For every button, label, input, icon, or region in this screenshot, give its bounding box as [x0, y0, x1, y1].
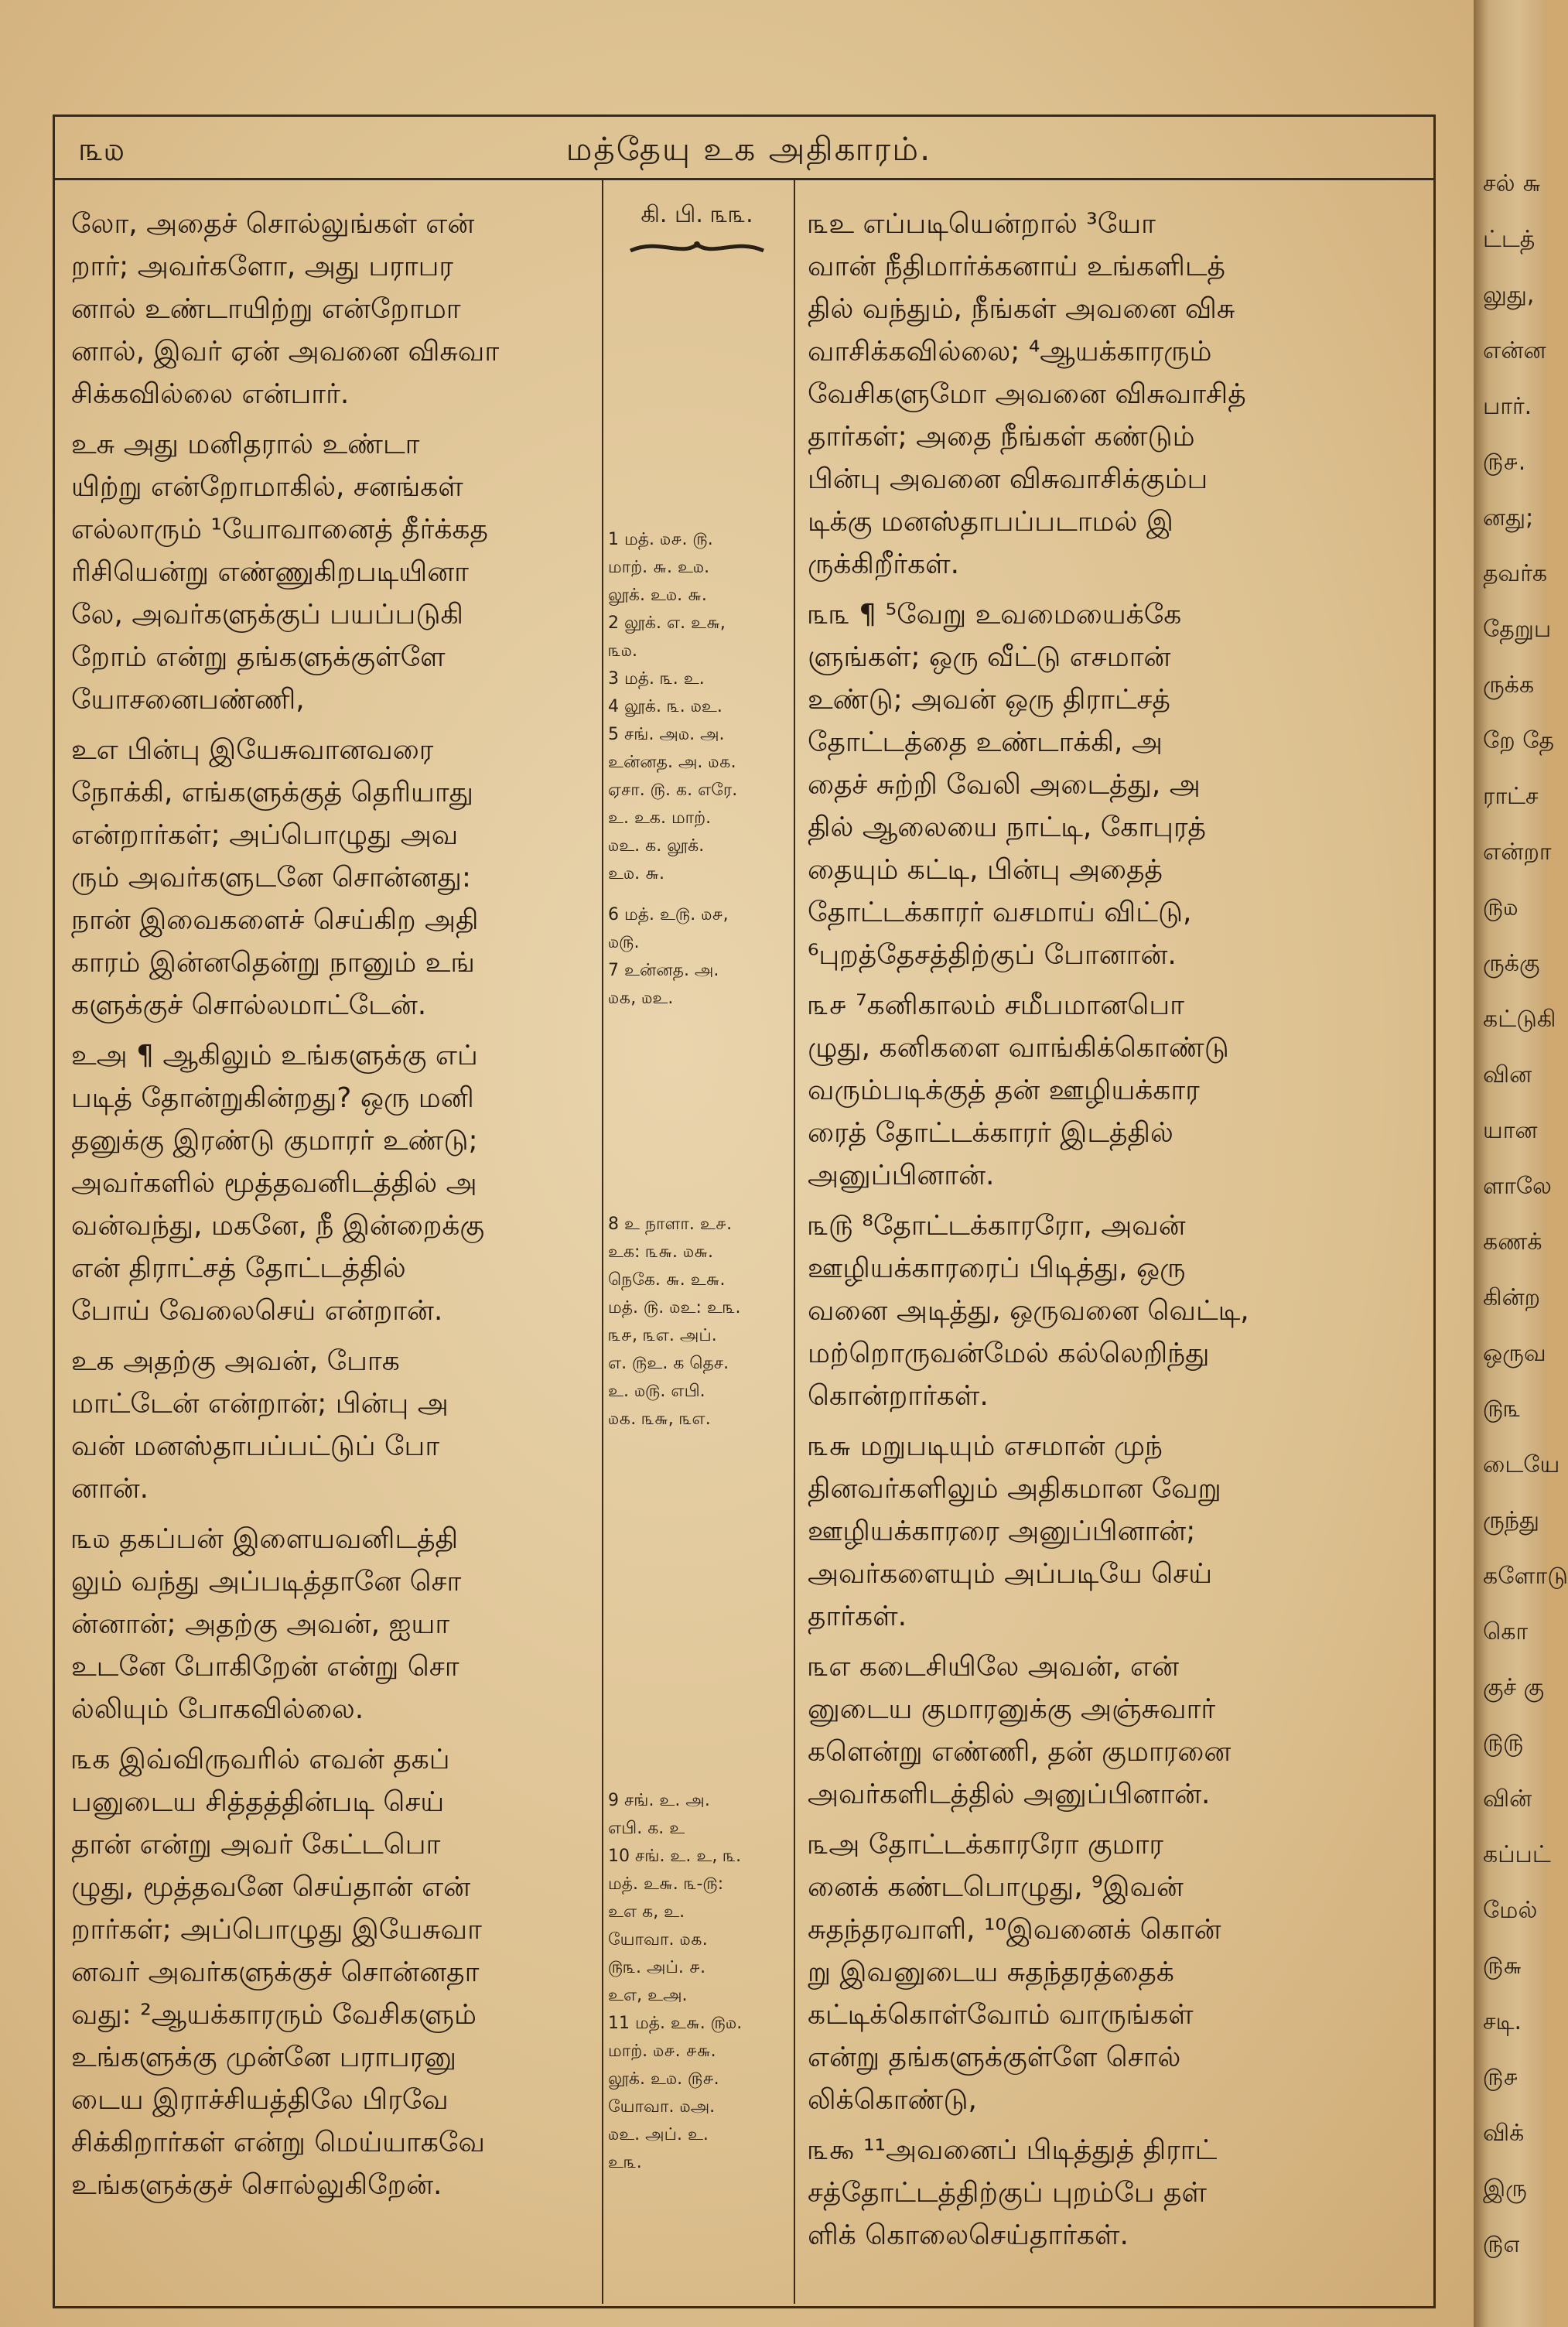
text-line: ⁶புறத்தேசத்திற்குப் போனான்.	[808, 939, 1177, 971]
adjacent-page-fragment: ௫௩	[1483, 1396, 1522, 1423]
text-line: லே, அவர்களுக்குப் பயப்படுகி	[71, 599, 463, 630]
cross-reference: உஎ க, உ.	[608, 1902, 685, 1922]
text-line: ளுங்கள்; ஒரு வீட்டு எசமான்	[808, 641, 1171, 673]
text-line: களென்று எண்ணி, தன் குமாரனை	[808, 1736, 1232, 1768]
text-line: வேசிகளுமோ அவனை விசுவாசித்	[808, 378, 1246, 410]
margin-date-heading: கி. பி. ௩௩.	[641, 201, 753, 228]
adjacent-page-fragment: மேல்	[1483, 1897, 1538, 1924]
cross-reference: மத். ௫. ௰உ: உ௩.	[608, 1298, 741, 1317]
right-text-column	[808, 203, 1341, 2264]
adjacent-page-fragment: கணக்	[1483, 1228, 1542, 1256]
text-line: வது: ²ஆயக்காரரும் வேசிகளும்	[71, 1999, 477, 2031]
text-line: அனுப்பினான்.	[808, 1160, 995, 1191]
cross-reference: ௩௰.	[608, 641, 637, 661]
text-line: மாட்டேன் என்றான்; பின்பு அ	[71, 1388, 449, 1420]
text-line: ௩௬ மறுபடியும் எசமான் முந்	[808, 1430, 1163, 1462]
text-line: சிக்கவில்லை என்பார்.	[71, 378, 350, 410]
text-line: தார்கள்.	[808, 1601, 907, 1632]
text-line: கட்டிக்கொள்வோம் வாருங்கள்	[808, 1999, 1194, 2031]
text-line: ௩௩ ¶ ⁵வேறு உவமையைக்கே	[808, 599, 1182, 630]
adjacent-page-fragment: விக்	[1483, 2120, 1525, 2147]
text-line: என்று தங்களுக்குள்ளே சொல்	[808, 2042, 1181, 2073]
adjacent-page-fragment: சடி.	[1483, 2008, 1522, 2035]
text-line: எல்லாரும் ¹யோவானைத் தீர்க்கத	[71, 514, 488, 545]
text-line: தில் ஆலையை நாட்டி, கோபுரத்	[808, 812, 1207, 843]
text-line: சிக்கிறார்கள் என்று மெய்யாகவே	[71, 2127, 485, 2158]
cross-reference: ௩௪, ௩எ. அப்.	[608, 1326, 717, 1345]
text-line: வன்வந்து, மகனே, நீ இன்றைக்கு	[71, 1210, 485, 1242]
adjacent-page-fragment: ௫௰	[1483, 894, 1518, 921]
text-line: ௩௰ தகப்பன் இளையவனிடத்தி	[71, 1523, 459, 1555]
text-line: களுக்குச் சொல்லமாட்டேன்.	[71, 989, 427, 1021]
text-line: உஅ ¶ ஆகிலும் உங்களுக்கு எப்	[71, 1040, 478, 1071]
text-line: டைய இராச்சியத்திலே பிரவே	[71, 2084, 449, 2116]
cross-reference: 2 லூக். எ. உ௬,	[608, 613, 726, 633]
cross-reference: உ௩.	[608, 2153, 642, 2172]
text-line: அவர்களையும் அப்படியே செய்	[808, 1558, 1213, 1590]
verse-paragraph	[808, 2129, 1341, 2257]
cross-reference: ௰௧, ௰உ.	[608, 989, 674, 1008]
adjacent-page-fragment: வின்	[1483, 1785, 1532, 1813]
text-line: ல்லியும் போகவில்லை.	[71, 1693, 364, 1725]
text-line: படித் தோன்றுகின்றது? ஒரு மனி	[71, 1082, 474, 1114]
adjacent-page-fragment: றே தே	[1483, 727, 1555, 754]
verse-paragraph	[808, 984, 1341, 1197]
adjacent-page-fragment: லுது,	[1483, 282, 1535, 309]
text-line: னால் உண்டாயிற்று என்றோமா	[71, 293, 461, 325]
text-line: தோட்டக்காரர் வசமாய் விட்டு,	[808, 897, 1192, 928]
text-line: னைக் கண்டபொழுது, ⁹இவன்	[808, 1871, 1184, 1903]
adjacent-page-fragment: னது;	[1483, 504, 1534, 531]
verse-paragraph	[808, 1425, 1341, 1638]
text-line: உசு அது மனிதரால் உண்டா	[71, 429, 420, 460]
text-line: ௩க இவ்விருவரில் எவன் தகப்	[71, 1744, 450, 1775]
cross-reference: உஎ, உஅ.	[608, 1986, 688, 2005]
cross-reference: எபி. க. உ	[608, 1819, 685, 1838]
text-line: வாசிக்கவில்லை; ⁴ஆயக்காரரும்	[808, 336, 1212, 367]
text-line: அவர்களில் மூத்தவனிடத்தில் அ	[71, 1167, 477, 1199]
adjacent-page-edge	[1474, 0, 1568, 2327]
text-line: காரம் இன்னதென்று நானும் உங்	[71, 947, 475, 979]
adjacent-page-fragment: சல் ௬	[1483, 170, 1542, 197]
text-line: உக அதற்கு அவன், போக	[71, 1345, 400, 1377]
cross-reference: யோவா. ௰அ.	[608, 2097, 716, 2117]
page-title: மத்தேயு உக அதிகாரம்.	[565, 130, 932, 168]
text-line: அவர்களிடத்தில் அனுப்பினான்.	[808, 1779, 1211, 1810]
cross-reference: உ. உக. மாற்.	[608, 808, 712, 828]
text-line: ஊழியக்காரரைப் பிடித்து, ஒரு	[808, 1252, 1186, 1284]
text-line: லும் வந்து அப்படித்தானே சொ	[71, 1566, 462, 1597]
running-header	[53, 116, 1433, 180]
adjacent-page-fragment: டையே	[1483, 1451, 1560, 1478]
verse-paragraph	[808, 593, 1341, 976]
verse-paragraph	[808, 1645, 1341, 1816]
adjacent-page-fragment: ஒருவ	[1483, 1340, 1546, 1367]
adjacent-page-fragment: ௫௭	[1483, 2231, 1521, 2258]
adjacent-page-fragment: யான	[1483, 1117, 1538, 1144]
text-line: ரைத் தோட்டக்காரர் இடத்தில்	[808, 1117, 1173, 1149]
flourish-ornament	[627, 234, 767, 260]
cross-reference: 4 லூக். ௩. ௰உ.	[608, 697, 723, 716]
adjacent-page-fragment: கப்பட்	[1483, 1841, 1551, 1868]
verse-paragraph	[71, 1518, 588, 1731]
text-line: னால், இவர் ஏன் அவனை விசுவா	[71, 336, 500, 367]
text-line: யோசனைபண்ணி,	[71, 684, 305, 716]
text-line: னுடைய குமாரனுக்கு அஞ்சுவார்	[808, 1693, 1216, 1725]
cross-reference: உக: ௩௬. ௰௬.	[608, 1242, 713, 1262]
cross-reference: நெகே. ௬. உ௬.	[608, 1270, 726, 1290]
text-line: நோக்கி, எங்களுக்குத் தெரியாது	[71, 777, 473, 808]
text-line: வன் மனஸ்தாபப்பட்டுப் போ	[71, 1430, 440, 1462]
adjacent-page-fragment: கட்டுகி	[1483, 1006, 1556, 1033]
text-line: உங்களுக்கு முன்னே பராபரனு	[71, 2042, 457, 2073]
cross-reference: 1 மத். ௰௪. ௫.	[608, 530, 713, 549]
text-line: லோ, அதைச் சொல்லுங்கள் என்	[71, 208, 475, 240]
text-line: ௩எ கடைசியிலே அவன், என்	[808, 1651, 1179, 1683]
left-text-column	[71, 203, 588, 2214]
verse-paragraph	[808, 1823, 1341, 2121]
adjacent-page-fragment: வின	[1483, 1061, 1532, 1088]
text-line: றார்; அவர்களோ, அது பராபர	[71, 251, 453, 282]
text-line: தார்கள்; அதை நீங்கள் கண்டும்	[808, 421, 1195, 453]
cross-reference: ௰௧. ௩௬, ௩எ.	[608, 1410, 711, 1429]
text-line: மற்றொருவன்மேல் கல்லெறிந்து	[808, 1338, 1210, 1369]
text-line: தான் என்று அவர் கேட்டபொ	[71, 1829, 441, 1861]
text-line: உஎ பின்பு இயேசுவானவரை	[71, 734, 434, 766]
text-line: னவர் அவர்களுக்குச் சொன்னதா	[71, 1956, 480, 1988]
cross-reference: மத். உ௬. ௩-௫:	[608, 1874, 724, 1894]
adjacent-page-fragment: கொ	[1483, 1618, 1529, 1645]
adjacent-page-fragment: ருக்க	[1483, 671, 1535, 699]
cross-reference: 8 உ நாளா. உ௪.	[608, 1215, 733, 1234]
text-line: றார்கள்; அப்பொழுது இயேசுவா	[71, 1914, 482, 1946]
text-line: ௩௫ ⁸தோட்டக்காரரோ, அவன்	[808, 1210, 1186, 1242]
adjacent-page-fragment: ௫௫	[1483, 1730, 1524, 1757]
cross-reference: உன்னத. அ. ௰௧.	[608, 753, 736, 772]
cross-reference: 3 மத். ௩. உ.	[608, 669, 705, 689]
adjacent-page-fragment: ளாலே	[1483, 1173, 1552, 1200]
text-line: கொன்றார்கள்.	[808, 1380, 989, 1412]
text-line: று இவனுடைய சுதந்தரத்தைக்	[808, 1956, 1174, 1988]
text-line: என் திராட்சத் தோட்டத்தில்	[71, 1252, 406, 1284]
adjacent-page-fragment: தேறுப	[1483, 616, 1552, 643]
text-line: உண்டு; அவன் ஒரு திராட்சத்	[808, 684, 1170, 716]
cross-reference: உ. ௰௫. எபி.	[608, 1382, 705, 1401]
text-line: ௩அ தோட்டக்காரரோ குமார	[808, 1829, 1164, 1861]
cross-reference-column	[608, 201, 786, 2172]
text-line: தோட்டத்தை உண்டாக்கி, அ	[808, 726, 1163, 758]
text-line: ன்னான்; அதற்கு அவன், ஐயா	[71, 1608, 450, 1640]
text-line: ௩உ எப்படியென்றால் ³யோ	[808, 208, 1156, 240]
text-line: சுதந்தரவாளி, ¹⁰இவனைக் கொன்	[808, 1914, 1221, 1946]
text-line: உடனே போகிறேன் என்று சொ	[71, 1651, 459, 1683]
text-line: ௩௪ ⁷கனிகாலம் சமீபமானபொ	[808, 989, 1184, 1021]
text-line: உங்களுக்குச் சொல்லுகிறேன்.	[71, 2169, 442, 2201]
adjacent-page-fragment: ருந்து	[1483, 1507, 1540, 1534]
text-line: றோம் என்று தங்களுக்குள்ளே	[71, 641, 446, 673]
text-line: ழுது, கனிகளை வாங்கிக்கொண்டு	[808, 1032, 1229, 1064]
column-rule-right	[794, 179, 795, 2304]
verse-paragraph	[71, 1034, 588, 1332]
cross-reference: 6 மத். உ௫. ௰௪,	[608, 905, 729, 924]
adjacent-page-fragment: கின்ற	[1483, 1284, 1541, 1311]
text-line: பனுடைய சித்தத்தின்படி செய்	[71, 1786, 445, 1818]
adjacent-page-fragment: ராட்ச	[1483, 783, 1539, 810]
text-line: னான்.	[71, 1473, 149, 1505]
refs-group-3	[608, 1212, 786, 1435]
verse-paragraph	[71, 1340, 588, 1510]
text-line: யிற்று என்றோமாகில், சனங்கள்	[71, 471, 463, 503]
cross-reference: லூக். உ௰. ௬.	[608, 586, 707, 605]
cross-reference: ௫௩. அப். ௪.	[608, 1958, 706, 1977]
text-line: சத்தோட்டத்திற்குப் புறம்பே தள்	[808, 2177, 1207, 2209]
text-line: வான் நீதிமார்க்கனாய் உங்களிடத்	[808, 251, 1225, 282]
text-line: பின்பு அவனை விசுவாசிக்கும்ப	[808, 463, 1208, 495]
text-line: நான் இவைகளைச் செய்கிற அதி	[71, 904, 479, 936]
adjacent-page-fragment: களோடு	[1483, 1563, 1568, 1590]
cross-reference: மாற். ௰௪. ௪௬.	[608, 2042, 716, 2061]
cross-reference: மாற். ௬. உ௰.	[608, 558, 710, 577]
text-line: தனுக்கு இரண்டு குமாரர் உண்டு;	[71, 1125, 478, 1157]
cross-reference: ௰உ. க. லூக்.	[608, 836, 705, 856]
verse-paragraph	[71, 729, 588, 1027]
text-line: தைச் சுற்றி வேலி அடைத்து, அ	[808, 769, 1201, 801]
text-line: ழுது, மூத்தவனே செய்தான் என்	[71, 1871, 471, 1903]
text-line: லிக்கொண்டு,	[808, 2084, 977, 2116]
adjacent-page-fragment: என்ன	[1483, 337, 1546, 364]
adjacent-page-fragment: ௫௪.	[1483, 449, 1526, 476]
cross-reference: லூக். உ௰. ௫௪.	[608, 2069, 719, 2089]
refs-group-1	[608, 528, 786, 890]
adjacent-page-fragment: இரு	[1483, 2175, 1527, 2202]
text-line: ருக்கிறீர்கள்.	[808, 548, 960, 580]
refs-group-4	[608, 1789, 786, 2178]
verse-paragraph	[71, 203, 588, 415]
cross-reference: 7 உன்னத. அ.	[608, 961, 719, 980]
cross-reference: 5 சங். அ௰. அ.	[608, 725, 725, 744]
adjacent-page-fragment: ட்டத்	[1483, 226, 1536, 253]
refs-group-2	[608, 903, 786, 1014]
cross-reference: எ. ௫உ. க தெச.	[608, 1354, 729, 1373]
verse-paragraph	[808, 203, 1341, 586]
cross-reference: 10 சங். உ. உ, ௩.	[608, 1847, 742, 1866]
text-line: தில் வந்தும், நீங்கள் அவனை விசு	[808, 293, 1235, 325]
text-line: போய் வேலைசெய் என்றான்.	[71, 1295, 443, 1327]
cross-reference: 11 மத். உ௬. ௫௰.	[608, 2014, 743, 2033]
text-line: ளிக் கொலைசெய்தார்கள்.	[808, 2219, 1129, 2251]
text-line: ஊழியக்காரரை அனுப்பினான்;	[808, 1515, 1196, 1547]
text-line: தினவர்களிலும் அதிகமான வேறு	[808, 1473, 1221, 1505]
adjacent-page-fragment: பார்.	[1483, 393, 1532, 420]
text-line: ரிசியென்று எண்ணுகிறபடியினா	[71, 556, 469, 588]
verse-paragraph	[71, 423, 588, 721]
cross-reference: உ௰. ௬.	[608, 864, 664, 883]
adjacent-page-fragment: தவர்க	[1483, 560, 1548, 587]
page-number: ௩௰	[79, 130, 125, 168]
column-rule-left	[602, 179, 603, 2304]
adjacent-page-fragment: குச் கு	[1483, 1674, 1545, 1701]
verse-paragraph	[71, 1738, 588, 2206]
cross-reference: யோவா. ௰௧.	[608, 1930, 708, 1949]
cross-reference: 9 சங். உ. அ.	[608, 1791, 710, 1810]
adjacent-page-fragment: ௫௪	[1483, 2064, 1518, 2091]
verse-paragraph	[808, 1205, 1341, 1417]
adjacent-page-fragment: ருக்கு	[1483, 950, 1540, 977]
adjacent-page-fragment: என்றா	[1483, 839, 1552, 866]
text-line: டிக்கு மனஸ்தாபப்படாமல் இ	[808, 506, 1173, 538]
text-line: வரும்படிக்குத் தன் ஊழியக்கார	[808, 1075, 1200, 1106]
text-line: ௩௯ ¹¹அவனைப் பிடித்துத் திராட்	[808, 2134, 1218, 2166]
text-line: வனை அடித்து, ஒருவனை வெட்டி,	[808, 1295, 1249, 1327]
cross-reference: ஏசா. ௫. க. எரே.	[608, 781, 738, 800]
cross-reference: ௰உ. அப். உ.	[608, 2125, 709, 2144]
adjacent-page-fragment: ௫௬	[1483, 1953, 1522, 1980]
cross-reference: ௰௫.	[608, 933, 640, 952]
text-line: ரும் அவர்களுடனே சொன்னது:	[71, 862, 472, 894]
text-line: என்றார்கள்; அப்பொழுது அவ	[71, 819, 459, 851]
text-line: தையும் கட்டி, பின்பு அதைத்	[808, 854, 1163, 886]
